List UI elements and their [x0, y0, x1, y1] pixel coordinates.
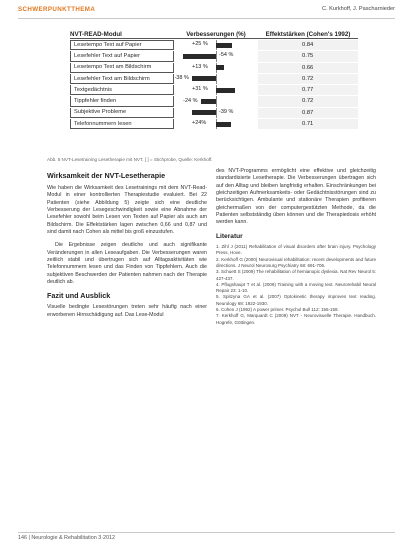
effect-value: 0.72 — [302, 75, 314, 82]
bar-area — [174, 108, 258, 118]
change-label: +24% — [192, 120, 207, 127]
literature-heading: Literatur — [216, 232, 243, 240]
change-header: Verbesserungen (%) — [186, 31, 246, 38]
results-figure — [70, 28, 358, 130]
row-label: Tippfehler finden — [70, 96, 174, 106]
effect-cell — [258, 40, 358, 50]
effect-value: 0.77 — [302, 87, 314, 94]
paragraph-right: des NVT-Programms ermöglicht eine effektive und gleichzeitig standardisierte Lesetherapie. Die Verbesserungen übertragen sich auf den Alltag und bleiben langfristig erhalten. Einschränkungen bei gleichzeitigen Aufmerksamkeits- oder Gedächtnisstörungen sind zu berücksichtigen. Ambulante und stationäre Therapien profitieren gleichermaßen von der computergestützten Methode, da die Patienten selbstständig üben können und die Therapiedosis erhöht werden kann. — [216, 168, 376, 226]
change-label: -24 % — [183, 97, 198, 104]
change-label: +25 % — [192, 41, 208, 48]
effect-value: 0.66 — [302, 64, 314, 71]
change-label: -39 % — [219, 108, 234, 115]
figure-caption: Abb. 5 NVT-Lesetraining Lesetherapie mit NVT. [ ] = Stichprobe, Quelle: Kerkhoff. — [47, 157, 213, 162]
figure-row — [70, 108, 358, 119]
effect-value: 0.75 — [302, 53, 314, 60]
effect-value: 0.72 — [302, 98, 314, 105]
bar-area — [174, 119, 258, 129]
figure-row — [70, 74, 358, 85]
right-column — [216, 168, 376, 326]
left-column — [47, 172, 207, 319]
change-bar — [216, 122, 231, 127]
figure-row — [70, 40, 358, 51]
effect-cell — [258, 96, 358, 106]
change-bar — [201, 99, 216, 104]
effect-cell — [258, 108, 358, 118]
row-label: Lesetempo Text am Bildschirm — [70, 63, 174, 73]
effect-cell — [258, 119, 358, 129]
paragraph-2: Die Ergebnisse zeigen deutliche und auch signifikante Veränderungen in allen Leseaufgaben. Die Verbesserungen waren zeitlich stabil und übertrugen sich auf Alltagsaktivitäten wie Telefonnummern lesen und das Finden von Tippfehlern. Auch die subjektiven Beschwerden der Patienten nahmen nach der Therapie deutlich ab. — [47, 242, 207, 286]
figure-row — [70, 119, 358, 130]
change-bar — [192, 110, 216, 115]
literature-item: 7. Kerkhoff G, Marquardt C (2009) NVT - Neurovisuelle Therapie. Handbuch. Hogrefe, Göttingen. — [216, 313, 376, 325]
literature-item: 4. Pflugshaupt T et al. (2009) Training with a moving text. Neurorehabil Neural Repair 23: 1-10. — [216, 281, 376, 294]
zero-line — [216, 51, 217, 61]
effect-header: Effektstärken (Cohen's 1992) — [265, 31, 351, 38]
effect-value: 0.71 — [302, 121, 314, 128]
zero-line — [216, 108, 217, 118]
literature-item: 2. Kerkhoff G (2000) Neurovisual rehabilitation: recent developments and future directions. J Neurol Neurosurg Psychiatry 68: 691-706. — [216, 256, 376, 268]
bar-area — [174, 96, 258, 106]
paragraph-3: Visuelle bedingte Lesestörungen treten sehr häufig nach einer erworbenen Hirnschädigung auf. Das Lese-Modul — [47, 304, 207, 318]
change-label: +13 % — [192, 63, 208, 70]
change-label: +31 % — [192, 86, 208, 93]
paragraph-1: Wie haben die Wirksamkeit des Lesetrainings mit dem NVT-Read-Modul in einer kontrollierten Therapiestudie evaluiert. Bei 22 Patienten (siehe Abbildung 5) zeigte sich eine deutliche Verbesserung der Lesegeschwindigkeit sowie eine Abnahme der Lesefehler sowohl beim Lesen von Texten auf Papier als auch am Bildschirm. Die Effektstärken lagen zwischen 0,66 und 0,87 und sind damit nach Cohen als mittel bis groß einzustufen. — [47, 185, 207, 236]
bar-area — [174, 40, 258, 50]
section-heading: Wirksamkeit der NVT-Lesetherapie — [47, 171, 166, 180]
effect-cell — [258, 85, 358, 95]
row-label: Lesefehler Text auf Papier — [70, 51, 174, 61]
change-bar — [192, 76, 216, 81]
effect-cell — [258, 63, 358, 73]
row-label: Lesefehler Text am Bildschirm — [70, 74, 174, 84]
figure-row — [70, 85, 358, 96]
literature-item: 1. Zihl J (2011) Rehabilitation of visual disorders after brain injury. Psychology Press, Hove. — [216, 244, 376, 256]
bar-area — [174, 85, 258, 95]
figure-row — [70, 63, 358, 74]
section-label: SCHWERPUNKTTHEMA — [18, 6, 96, 13]
section-heading-2: Fazit und Ausblick — [47, 291, 111, 301]
figure-row — [70, 51, 358, 62]
row-label: Telefonnummern lesen — [70, 119, 174, 129]
footer-rule — [18, 532, 395, 533]
change-label: -38 % — [174, 75, 189, 82]
effect-value: 0.87 — [302, 109, 314, 116]
page-footer: 146 | Neurologie & Rehabilitation 3·2012 — [18, 535, 115, 541]
bar-area — [174, 74, 258, 84]
author-running-head: C. Kurkhoff, J. Pascharnieder — [322, 6, 395, 12]
literature-item: 3. Schuett S (2009) The rehabilitation of hemianopic dyslexia. Nat Rev Neurol 5: 427-437. — [216, 269, 376, 281]
zero-line — [216, 74, 217, 84]
literature-list — [216, 244, 376, 326]
change-bar — [183, 54, 216, 59]
literature-item: 5. Spitzyna GA et al. (2007) Optokinetic therapy improves text reading. Neurology 68: 1922-1930. — [216, 294, 376, 306]
bar-area — [174, 63, 258, 73]
change-bar — [216, 65, 224, 70]
row-label: Textgedächtnis — [70, 85, 174, 95]
row-label: Subjektive Probleme — [70, 108, 174, 118]
literature-item: 6. Cohen J (1992) A power primer. Psychol Bull 112: 155-159. — [216, 307, 339, 313]
effect-value: 0.84 — [302, 42, 314, 48]
figure-row — [70, 96, 358, 107]
effect-cell — [258, 51, 358, 61]
module-header: NVT-READ-Modul — [70, 31, 122, 38]
figure-header — [70, 28, 358, 38]
header-rule — [18, 18, 395, 19]
change-bar — [216, 88, 235, 93]
bar-area — [174, 51, 258, 61]
effect-cell — [258, 74, 358, 84]
figure-rule — [70, 38, 358, 39]
change-label: -54 % — [219, 52, 234, 59]
change-bar — [216, 43, 232, 48]
figure-rows — [70, 40, 358, 130]
zero-line — [216, 96, 217, 106]
row-label: Lesetempo Text auf Papier — [70, 40, 174, 50]
